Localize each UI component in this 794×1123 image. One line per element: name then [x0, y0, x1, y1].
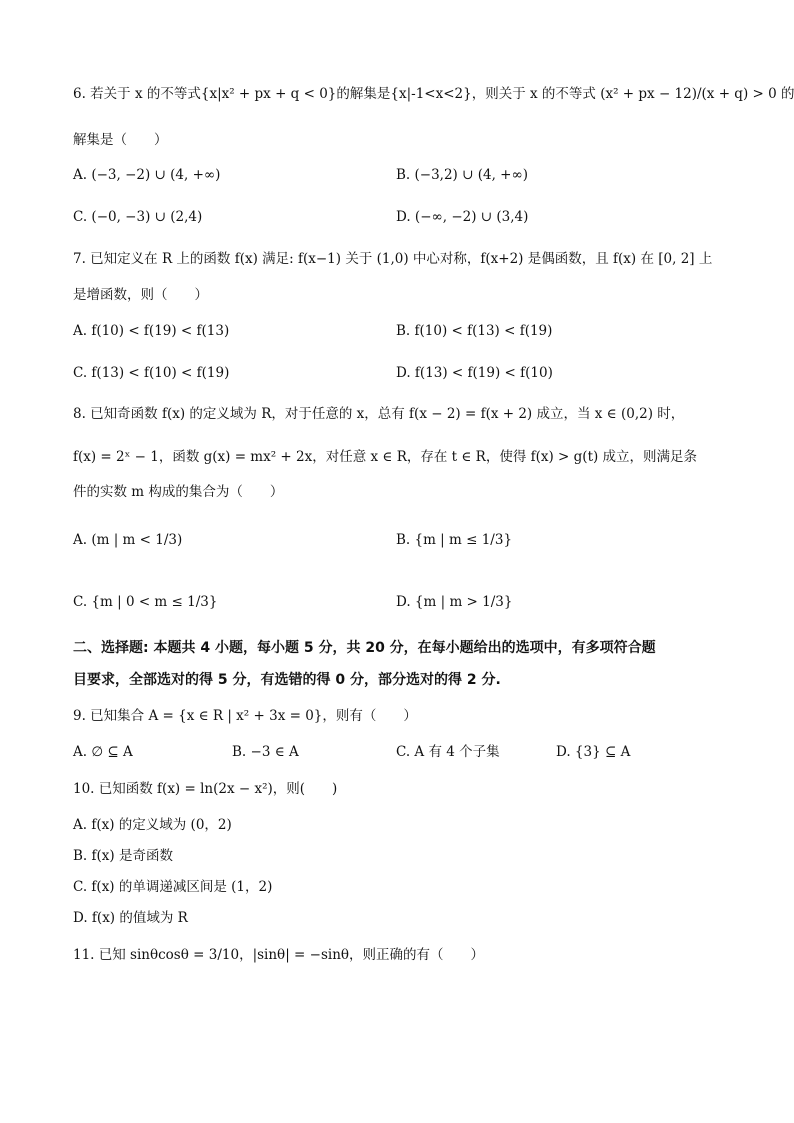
q6-option-b: B. (−3,2) ∪ (4, +∞): [396, 167, 528, 183]
q8-option-d: D. {m | m > 1/3}: [396, 594, 513, 610]
q7-option-a: A. f(10) < f(19) < f(13): [73, 323, 230, 339]
q8-stem-line1: 8. 已知奇函数 f(x) 的定义域为 R，对于任意的 x，总有 f(x − 2) = f(x + 2) 成立，当 x ∈ (0,2) 时，: [73, 406, 685, 422]
section2-heading-line2: 目要求，全部选对的得 5 分，有选错的得 0 分，部分选对的得 2 分.: [73, 672, 501, 688]
q10-option-d: D. f(x) 的值域为 R: [73, 910, 188, 926]
q8-stem-line3: 件的实数 m 构成的集合为（ ）: [73, 484, 284, 500]
q9-option-d: D. {3} ⊆ A: [556, 744, 631, 760]
q7-option-d: D. f(13) < f(19) < f(10): [396, 365, 553, 381]
q9-stem: 9. 已知集合 A = {x ∈ R | x² + 3x = 0}，则有（ ）: [73, 708, 417, 724]
section2-heading-line1: 二、选择题: 本题共 4 小题，每小题 5 分，共 20 分，在每小题给出的选项中，有多项符合题: [73, 640, 656, 656]
q9-option-b: B. −3 ∈ A: [232, 744, 299, 760]
q6-stem-line2: 解集是（ ）: [73, 132, 168, 148]
q8-option-b: B. {m | m ≤ 1/3}: [396, 532, 513, 548]
q10-option-b: B. f(x) 是奇函数: [73, 848, 173, 864]
q9-option-a: A. ∅ ⊆ A: [73, 744, 133, 760]
q10-option-c: C. f(x) 的单调递减区间是 (1，2): [73, 879, 273, 895]
q10-stem: 10. 已知函数 f(x) = ln(2x − x²)，则( ): [73, 781, 338, 797]
q10-option-a: A. f(x) 的定义域为 (0，2): [73, 817, 232, 833]
q6-option-a: A. (−3, −2) ∪ (4, +∞): [73, 167, 221, 183]
q7-option-b: B. f(10) < f(13) < f(19): [396, 323, 553, 339]
q9-option-c: C. A 有 4 个子集: [396, 744, 500, 760]
q8-option-c: C. {m | 0 < m ≤ 1/3}: [73, 594, 218, 610]
q6-option-c: C. (−0, −3) ∪ (2,4): [73, 209, 203, 225]
q8-stem-line2: f(x) = 2ˣ − 1，函数 g(x) = mx² + 2x，对任意 x ∈ R，存在 t ∈ R，使得 f(x) > g(t) 成立，则满足条: [73, 449, 698, 465]
q8-option-a: A. (m | m < 1/3): [73, 532, 183, 548]
q6-option-d: D. (−∞, −2) ∪ (3,4): [396, 209, 529, 225]
q7-stem-line2: 是增函数，则（ ）: [73, 287, 208, 303]
q11-stem: 11. 已知 sinθcosθ = 3/10，|sinθ| = −sinθ，则正确的有（ ）: [73, 947, 485, 963]
q7-stem-line1: 7. 已知定义在 R 上的函数 f(x) 满足: f(x−1) 关于 (1,0) 中心对称，f(x+2) 是偶函数，且 f(x) 在 [0, 2] 上: [73, 251, 713, 267]
q6-stem-line1: 6. 若关于 x 的不等式{x|x² + px + q < 0}的解集是{x|-1<x<2}，则关于 x 的不等式 (x² + px − 12)/(x + q) > 0 的: [73, 86, 794, 102]
q7-option-c: C. f(13) < f(10) < f(19): [73, 365, 230, 381]
